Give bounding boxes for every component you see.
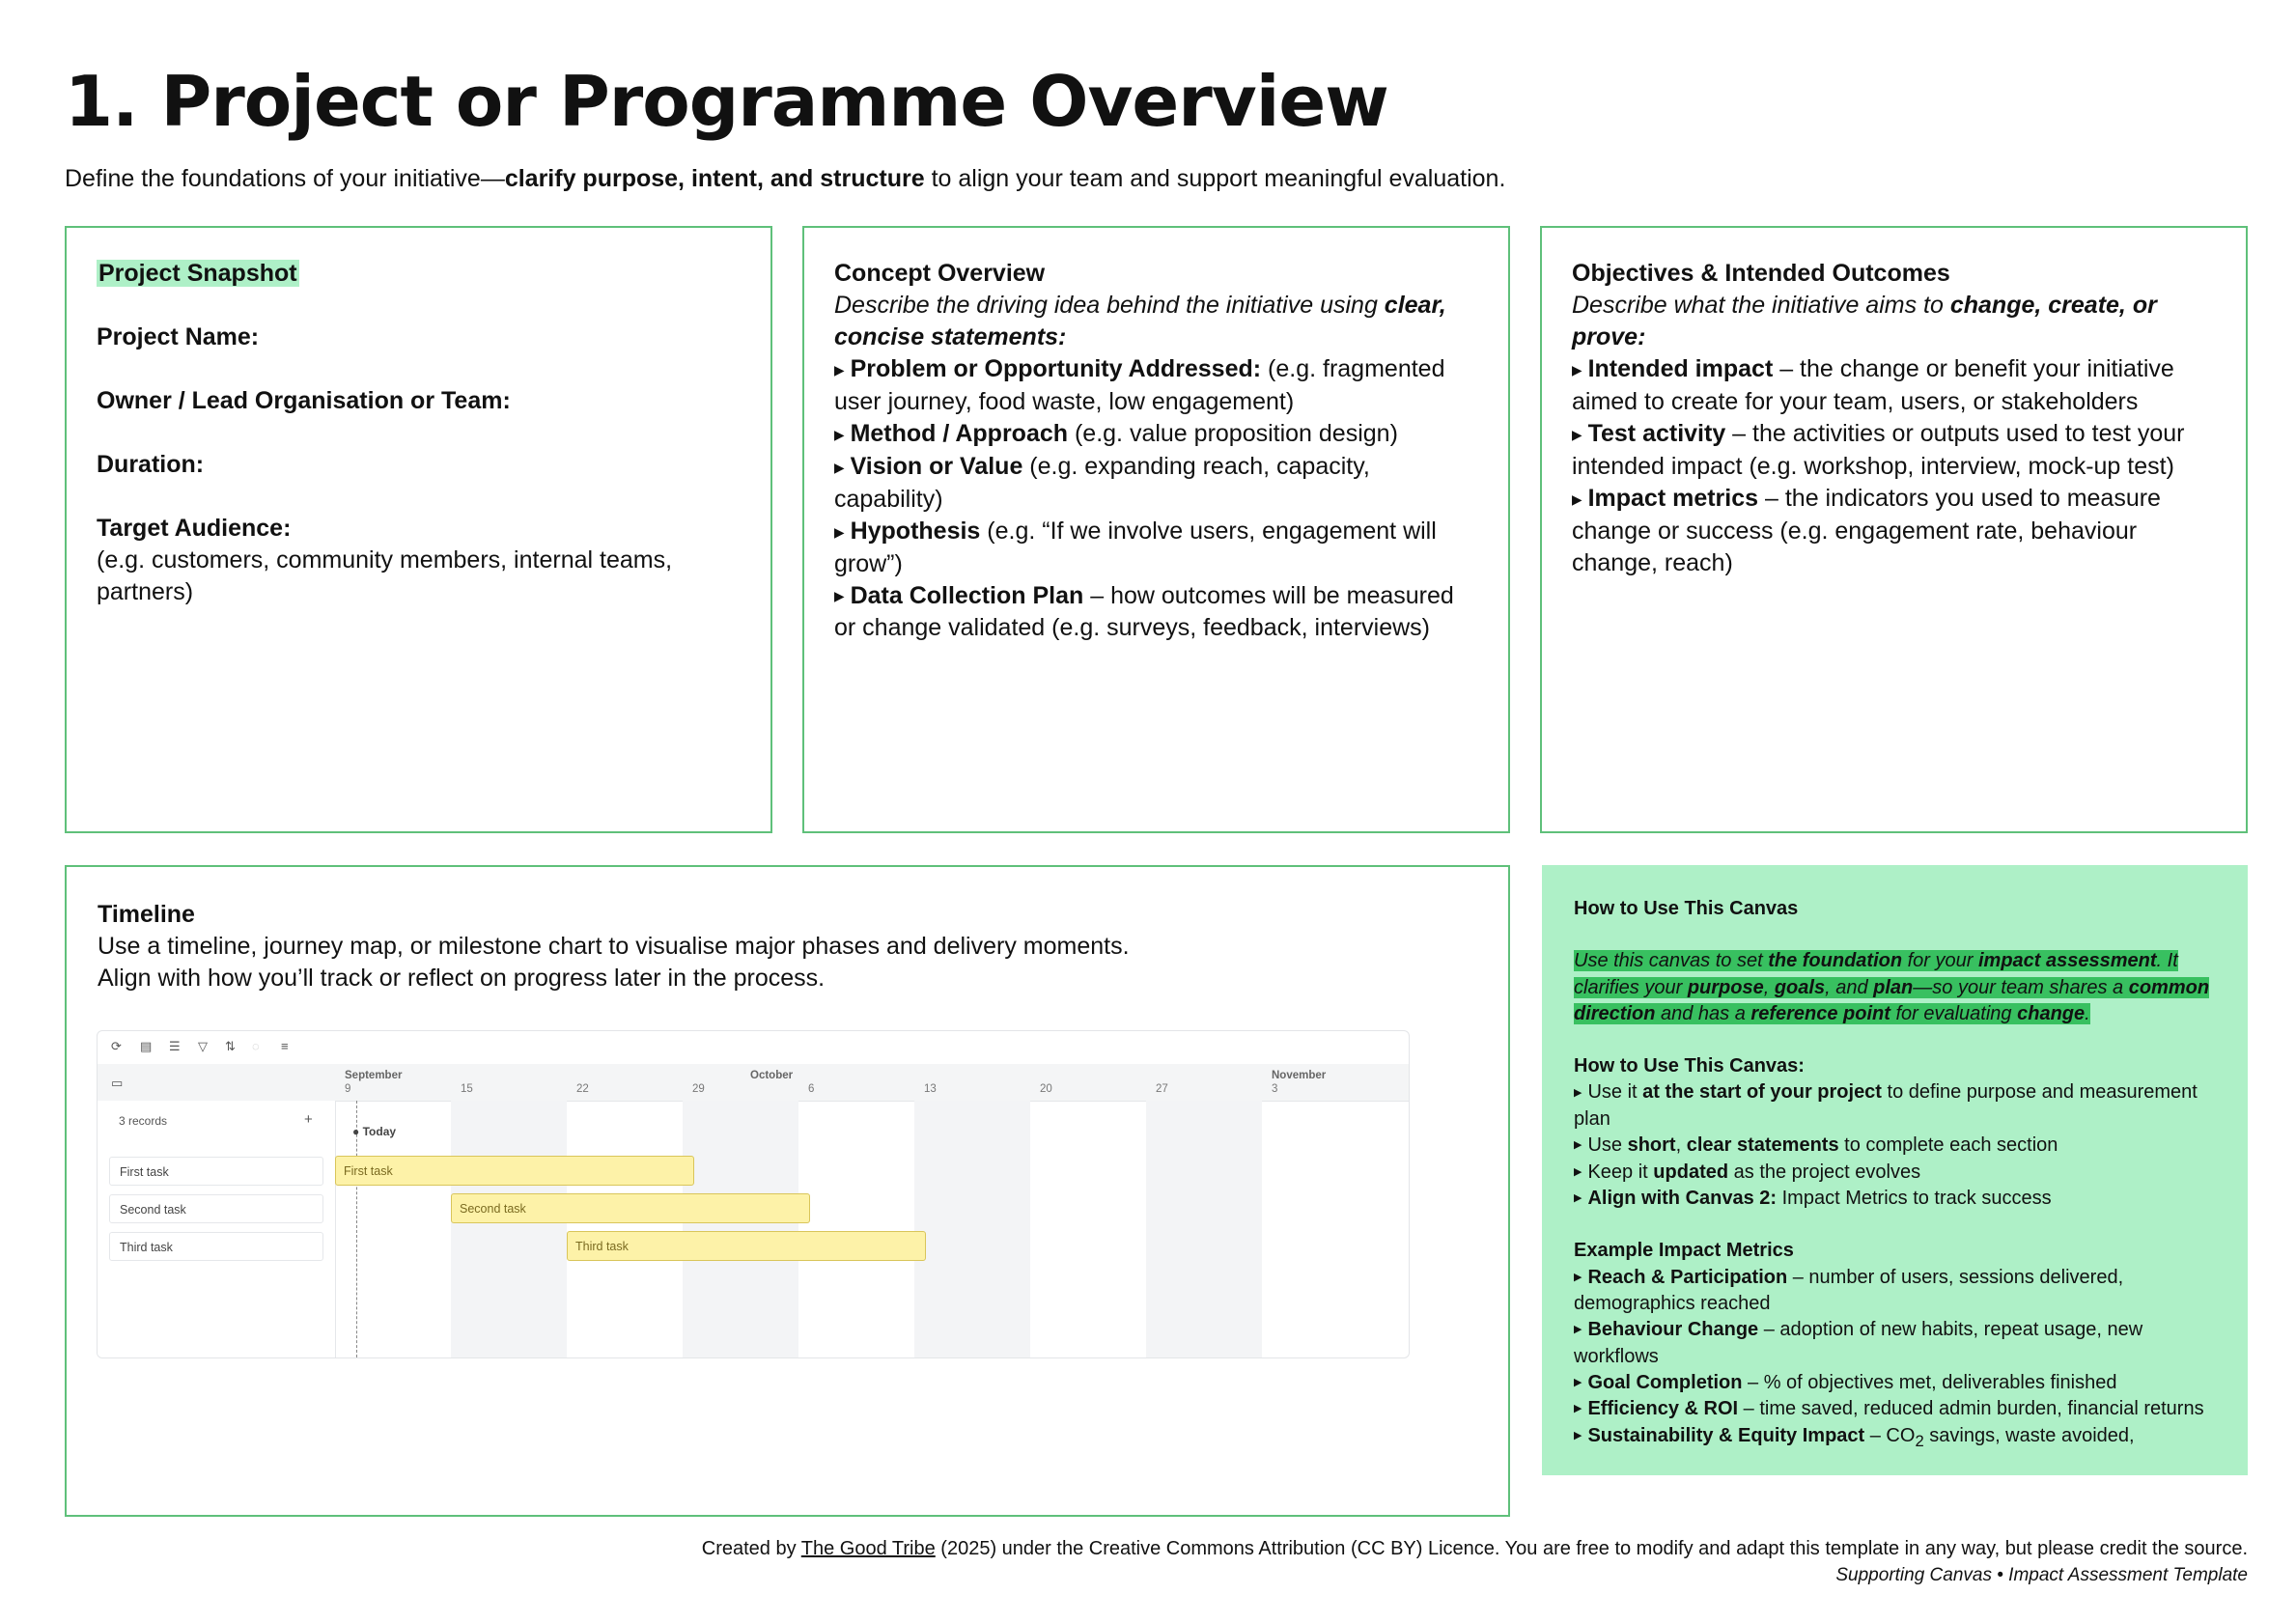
gantt-column [1262,1101,1378,1357]
metric-item: ▶ Goal Completion – % of objectives met, deliverables finished [1574,1370,2219,1396]
group-icon[interactable]: ☰ [169,1039,181,1053]
objectives-card [1540,226,2248,833]
how-to-use-panel [1542,865,2248,1475]
help-intro: Use this canvas to set the foundation for your impact assessment. It clarifies your purpose, goals, and plan—so your team shares a common direction and has a reference point for evaluating change. [1574,950,2210,1024]
page-title: 1. Project or Programme Overview [65,61,1388,142]
objective-item: ▶ Test activity – the activities or outputs used to test your intended impact (e.g. workshop, interview, mock-up test) [1572,419,2185,480]
gantt-column [1146,1101,1262,1357]
metric-item: ▶ Behaviour Change – adoption of new habits, repeat usage, new workflows [1574,1319,2143,1367]
how-to-list [1574,1079,2219,1212]
help-heading: How to Use This Canvas [1574,898,1799,919]
gantt-column [335,1101,451,1357]
task-row-label[interactable]: Third task [109,1232,323,1261]
objectives-intro: Describe what the initiative aims to change, create, or prove: [1572,292,2157,350]
row-height-icon[interactable]: ≡ [281,1039,289,1053]
bullet-icon: ▶ [1574,1376,1582,1388]
project-name-field[interactable]: Project Name: [97,323,260,350]
metric-item: ▶ Reach & Participation – number of users, sessions delivered, demographics reached [1574,1266,2124,1314]
page-subtitle: Define the foundations of your initiative—clarify purpose, intent, and structure to align your team and support meaningful evaluation. [65,165,1506,192]
objective-item: ▶ Impact metrics – the indicators you used to measure change or success (e.g. engagement rate, behaviour change, reach) [1572,484,2161,576]
bullet-icon: ▶ [834,362,845,378]
target-audience-field[interactable]: Target Audience: [97,515,292,542]
metrics-list [1574,1265,2219,1454]
gantt-day-label: 6 [808,1083,815,1095]
gantt-day-label: 3 [1272,1083,1278,1095]
timeline-line-1: Use a timeline, journey map, or milestone chart to visualise major phases and delivery moments. [98,933,1130,960]
bullet-icon: ▶ [834,589,845,604]
refresh-icon[interactable]: ⟳ [111,1039,122,1053]
project-snapshot-card [65,226,772,833]
objectives-heading: Objectives & Intended Outcomes [1572,260,1950,287]
gantt-day-label: 15 [461,1083,473,1095]
footer-credit: Created by The Good Tribe (2025) under the Creative Commons Attribution (CC BY) Licence. You are free to modify and adapt this template in any way, but please credit the source. [701,1538,2248,1559]
how-to-item: ▶ Use it at the start of your project to define purpose and measurement plan [1574,1081,2198,1130]
how-to-item: ▶ Align with Canvas 2: Impact Metrics to track success [1574,1186,2219,1212]
task-row-label[interactable]: First task [109,1157,323,1186]
bullet-icon: ▶ [834,427,845,442]
concept-item: ▶ Problem or Opportunity Addressed: (e.g. fragmented user journey, food waste, low engagement) [834,355,1445,415]
gantt-column [798,1101,914,1357]
concept-item: ▶ Vision or Value (e.g. expanding reach, capacity, capability) [834,452,1370,513]
task-row-label[interactable]: Second task [109,1194,323,1223]
metrics-heading: Example Impact Metrics [1574,1240,1794,1262]
gantt-day-label: 20 [1040,1083,1052,1095]
gantt-column [914,1101,1030,1357]
bullet-icon: ▶ [1574,1086,1582,1099]
add-record-button[interactable]: + [304,1111,313,1128]
gantt-month-label: October [750,1070,794,1081]
metric-item: ▶ Sustainability & Equity Impact – $CO_2$ savings, waste avoided, [1574,1424,2135,1450]
objective-item: ▶ Intended impact – the change or benefit your initiative aimed to create for your team, users, or stakeholders [1572,355,2174,415]
task-bar[interactable]: Third task [567,1231,926,1261]
owner-field[interactable]: Owner / Lead Organisation or Team: [97,387,511,414]
concept-overview-card [802,226,1510,833]
concept-intro: Describe the driving idea behind the initiative using clear, concise statements: [834,292,1446,350]
gantt-column [451,1101,567,1357]
gantt-column [1030,1101,1146,1357]
today-line [356,1101,357,1357]
duration-field[interactable]: Duration: [97,451,205,478]
bullet-icon: ▶ [1574,1403,1582,1415]
bullet-icon: ▶ [1574,1271,1582,1283]
timeline-heading: Timeline [98,901,195,928]
task-bar[interactable]: Second task [451,1193,810,1223]
gantt-day-label: 22 [576,1083,589,1095]
how-to-item: ▶ Use short, clear statements to complete each section [1574,1133,2219,1159]
bullet-icon: ▶ [1572,427,1582,442]
gantt-month-label: November [1272,1070,1327,1081]
gantt-record-list [98,1101,336,1357]
gantt-column [683,1101,798,1357]
bullet-icon: ▶ [1574,1429,1582,1441]
bullet-icon: ▶ [834,524,845,540]
gantt-chart [97,1030,1410,1358]
table-icon[interactable]: ▤ [140,1039,153,1053]
bullet-icon: ▶ [834,460,845,475]
gantt-day-label: 29 [692,1083,705,1095]
gantt-toolbar [98,1031,1409,1065]
concept-item: ▶ Hypothesis (e.g. “If we involve users, engagement will grow”) [834,517,1437,577]
bullet-icon: ▶ [1574,1191,1582,1204]
gantt-month-label: September [345,1070,403,1081]
objectives-list [1572,353,2216,579]
hide-icon[interactable]: ◌ [252,1039,260,1053]
timeline-line-2: Align with how you’ll track or reflect on progress later in the process. [98,965,826,992]
concept-list [834,353,1478,644]
metric-item: ▶ Efficiency & ROI – time saved, reduced admin burden, financial returns [1574,1396,2219,1422]
gantt-column [567,1101,683,1357]
gantt-grid [335,1101,1389,1357]
concept-item: ▶ Data Collection Plan – how outcomes will be measured or change validated (e.g. surveys, feedback, interviews) [834,581,1454,642]
calendar-icon[interactable]: ▭ [111,1076,124,1090]
gantt-day-label: 9 [345,1083,351,1095]
bullet-icon: ▶ [1574,1139,1582,1152]
task-bar[interactable]: First task [335,1156,694,1186]
gantt-day-label: 27 [1156,1083,1168,1095]
how-to-heading: How to Use This Canvas: [1574,1055,1805,1077]
snapshot-heading: Project Snapshot [98,260,297,287]
concept-heading: Concept Overview [834,260,1046,287]
gantt-header [98,1064,1409,1102]
records-count: 3 records [119,1114,168,1128]
gantt-day-label: 13 [924,1083,937,1095]
footer-template-name: Supporting Canvas • Impact Assessment Template [1835,1565,2248,1585]
how-to-item: ▶ Keep it updated as the project evolves [1574,1160,2219,1186]
bullet-icon: ▶ [1574,1324,1582,1336]
sort-icon[interactable]: ⇅ [225,1039,236,1053]
bullet-icon: ▶ [1574,1165,1582,1178]
concept-item: ▶ Method / Approach (e.g. value proposition design) [834,418,1478,451]
today-marker: ● Today [352,1125,397,1138]
filter-icon[interactable]: ▽ [198,1039,208,1053]
good-tribe-link[interactable]: The Good Tribe [800,1538,936,1559]
bullet-icon: ▶ [1572,491,1582,507]
target-audience-example: (e.g. customers, community members, internal teams, partners) [97,546,673,605]
bullet-icon: ▶ [1572,362,1582,378]
